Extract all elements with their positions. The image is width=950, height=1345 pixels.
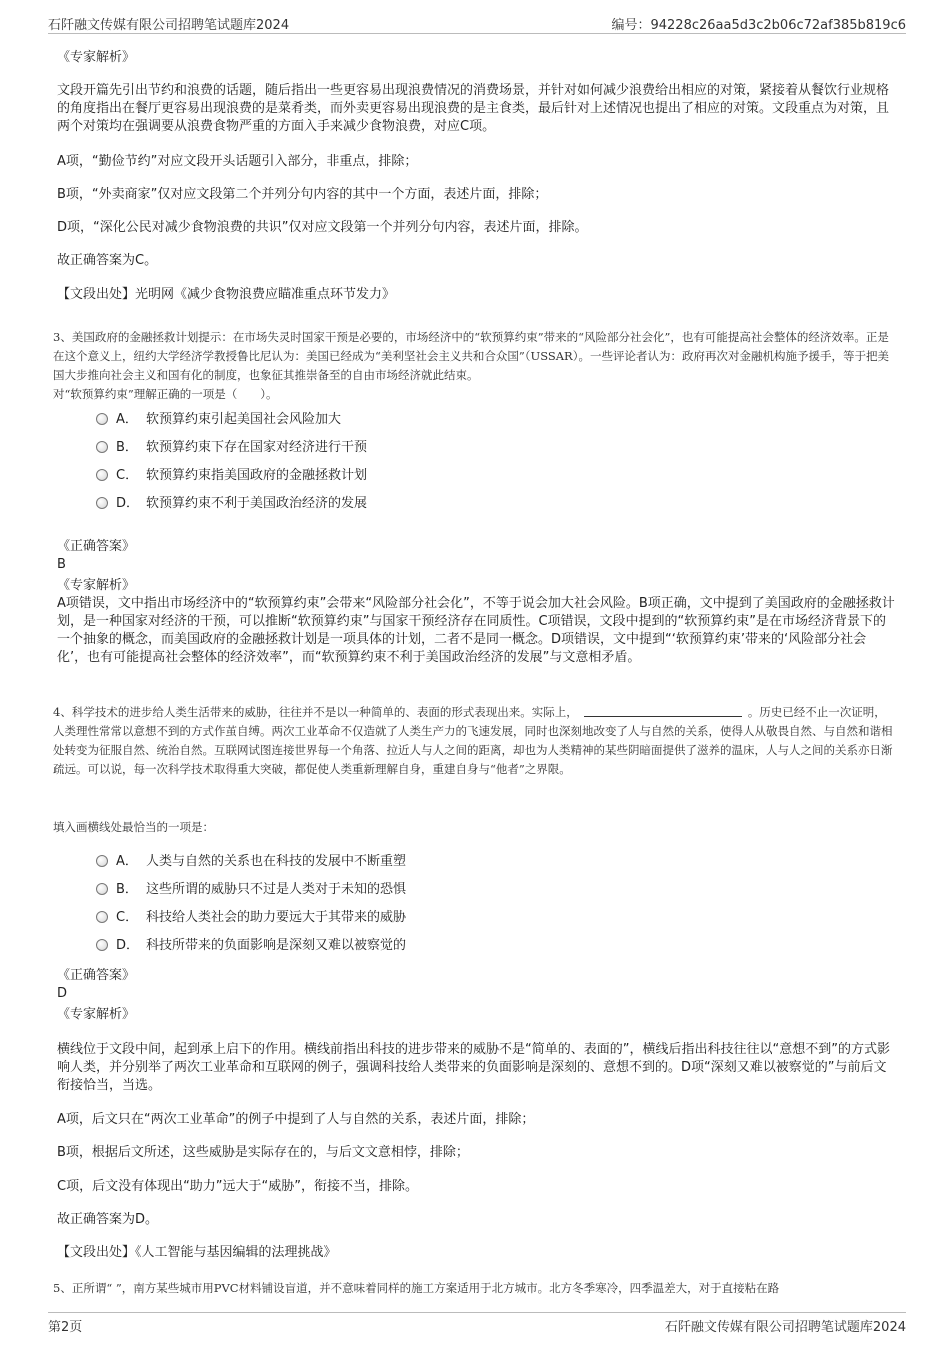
q3-stem-text: 3、美国政府的金融拯救计划提示：在市场失灵时国家干预是必要的，市场经济中的“软预算约束”带来的“风险部分社会化”，也有可能提高社会整体的经济效率。正是在这个意义上，纽约大学经济学教授鲁比尼认为：美国已经成为“美利坚社会主义共和合众国”（USSAR）。一些评论者认为：政府再次对金融机构施予援手，等于把美国大步推向社会主义和国有化的制度，也象征其推崇备至的自由市场经济就此结束。 (53, 330, 889, 382)
option-letter: B． (116, 882, 138, 897)
option-text: 软预算约束引起美国社会风险加大 (146, 412, 342, 427)
q5-stem: 5、正所谓“ ”，南方某些城市用PVC材料铺设盲道，并不意味着同样的施工方案适用于北方城市。北方冬季寒冷，四季温差大，对于直接粘在路 (53, 1281, 780, 1295)
option-text: 科技所带来的负面影响是深刻又难以被察觉的 (146, 938, 407, 953)
q3-stem (53, 328, 895, 404)
q4-blank (584, 705, 742, 717)
page-number: 第2页 (48, 1320, 83, 1335)
q3-answer-label: 《正确答案》 (57, 539, 136, 554)
q2-analysis-text: 文段开篇先引出节约和浪费的话题，随后指出一些更容易出现浪费情况的消费场景，并针对如何减少浪费给出相应的对策，紧接着从餐饮行业规格的角度指出在餐厅更容易出现浪费的是菜肴类，而外卖更容易出现浪费的是主食类，最后针对上述情况也提出了相应的对策。文段重点为对策，且两个对策均在强调要从浪费食物严重的方面入手来减少食物浪费，对应C项。 (57, 83, 890, 134)
option-letter: A． (116, 412, 138, 427)
option-letter: A． (116, 854, 138, 869)
q3-analysis-text: A项错误，文中指出市场经济中的“软预算约束”会带来“风险部分社会化”，不等于说会加大社会风险。B项正确，文中提到了美国政府的金融拯救计划，是一种国家对经济的干预，可以推断“软预算约束”与国家干预经济存在同质性。C项错误，文段中提到的“软预算约束”是在市场经济背景下的一个抽象的概念，而美国政府的金融拯救计划是一项具体的计划，二者不是同一概念。D项错误，文中提到“‘软预算约束’带来的‘风险部分社会化’，也有可能提高社会整体的经济效率”，而“软预算约束不利于美国政治经济的发展”与文意相矛盾。 (57, 596, 895, 665)
header-title: 石阡融文传媒有限公司招聘笔试题库2024 (48, 18, 290, 33)
option-text: 软预算约束指美国政府的金融拯救计划 (146, 468, 368, 483)
q4-analysis-text: 横线位于文段中间，起到承上启下的作用。横线前指出科技的进步带来的威胁不是“简单的、表面的”，横线后指出科技往往以“意想不到”的方式影响人类，并分别举了两次工业革命和互联网的例子，强调科技给人类带来的负面影响是深刻的、意想不到的。D项“深刻又难以被察觉的”与前后文衔接恰当，当选。 (57, 1042, 890, 1093)
q4-stem-before: 4、科学技术的进步给人类生活带来的威胁，往往并不是以一种简单的、表面的形式表现出来。实际上， (53, 705, 578, 719)
page-header (48, 14, 906, 34)
q3-analysis-label: 《专家解析》 (57, 578, 136, 593)
q4-stem (53, 703, 895, 779)
q4-answer-label: 《正确答案》 (57, 968, 136, 983)
radio-icon[interactable] (96, 883, 108, 895)
radio-icon[interactable] (96, 469, 108, 481)
q3-option-c[interactable] (96, 467, 367, 485)
option-letter: C． (116, 910, 139, 925)
q2-option-b-note: B项，“外卖商家”仅对应文段第二个并列分句内容的其中一个方面，表述片面，排除； (57, 187, 548, 202)
option-letter: B． (116, 440, 138, 455)
option-letter: D． (116, 938, 140, 953)
q2-analysis-label: 《专家解析》 (57, 50, 136, 65)
option-letter: C． (116, 468, 139, 483)
page-footer (48, 1312, 906, 1334)
radio-icon[interactable] (96, 413, 108, 425)
q2-conclusion: 故正确答案为C。 (57, 253, 158, 268)
option-text: 科技给人类社会的助力要远大于其带来的威胁 (146, 910, 407, 925)
radio-icon[interactable] (96, 497, 108, 509)
q4-analysis-label: 《专家解析》 (57, 1007, 136, 1022)
option-text: 软预算约束下存在国家对经济进行干预 (146, 440, 368, 455)
q4-option-c[interactable] (96, 909, 406, 927)
q4-conclusion: 故正确答案为D。 (57, 1212, 159, 1227)
q3-answer: B (57, 557, 66, 572)
q4-option-a-note: A项，后文只在“两次工业革命”的例子中提到了人与自然的关系，表述片面，排除； (57, 1112, 535, 1127)
q4-option-b[interactable] (96, 881, 406, 899)
q2-option-a-note: A项，“勤俭节约”对应文段开头话题引入部分，非重点，排除； (57, 154, 418, 169)
radio-icon[interactable] (96, 911, 108, 923)
q3-option-d[interactable] (96, 495, 367, 513)
q4-answer: D (57, 986, 68, 1001)
option-text: 软预算约束不利于美国政治经济的发展 (146, 496, 368, 511)
option-letter: D． (116, 496, 140, 511)
footer-title: 石阡融文传媒有限公司招聘笔试题库2024 (664, 1320, 906, 1335)
radio-icon[interactable] (96, 441, 108, 453)
q4-option-b-note: B项，根据后文所述，这些威胁是实际存在的，与后文文意相悖，排除； (57, 1145, 469, 1160)
radio-icon[interactable] (96, 939, 108, 951)
q4-option-c-note: C项，后文没有体现出“助力”远大于“威胁”，衔接不当，排除。 (57, 1179, 419, 1194)
q4-option-a[interactable] (96, 853, 406, 871)
q4-source: 【文段出处】《人工智能与基因编辑的法理挑战》 (57, 1245, 337, 1260)
q2-option-d-note: D项，“深化公民对减少食物浪费的共识”仅对应文段第一个并列分句内容，表述片面，排除。 (57, 220, 588, 235)
option-text: 人类与自然的关系也在科技的发展中不断重塑 (146, 854, 407, 869)
q3-option-a[interactable] (96, 411, 341, 429)
q2-source: 【文段出处】光明网《减少食物浪费应瞄准重点环节发力》 (57, 287, 396, 302)
q4-stem-after: 。历史已经不止一次证明，人类理性常常以意想不到的方式作茧自缚。两次工业革命不仅造就了人类生产力的飞速发展，同时也深刻地改变了人与自然的关系，使得人从敬畏自然、与自然和谐相处转变为征服自然、统治自然。互联网试图连接世界每一个角落、拉近人与人之间的距离，却也为人类精神的某些阴暗面提供了滋养的温床，人与人之间的关系亦日渐疏远。可以说，每一次科学技术取得重大突破，都促使人类重新理解自身，重建自身与“他者”之界限。 (53, 705, 893, 776)
q4-question: 填入画横线处最恰当的一项是： (53, 820, 214, 834)
q3-option-b[interactable] (96, 439, 367, 457)
q3-question: 对“软预算约束”理解正确的一项是（ ）。 (53, 387, 278, 401)
q4-option-d[interactable] (96, 937, 406, 955)
option-text: 这些所谓的威胁只不过是人类对于未知的恐惧 (146, 882, 407, 897)
radio-icon[interactable] (96, 855, 108, 867)
document-id: 编号：94228c26aa5d3c2b06c72af385b819c6 (611, 18, 906, 33)
